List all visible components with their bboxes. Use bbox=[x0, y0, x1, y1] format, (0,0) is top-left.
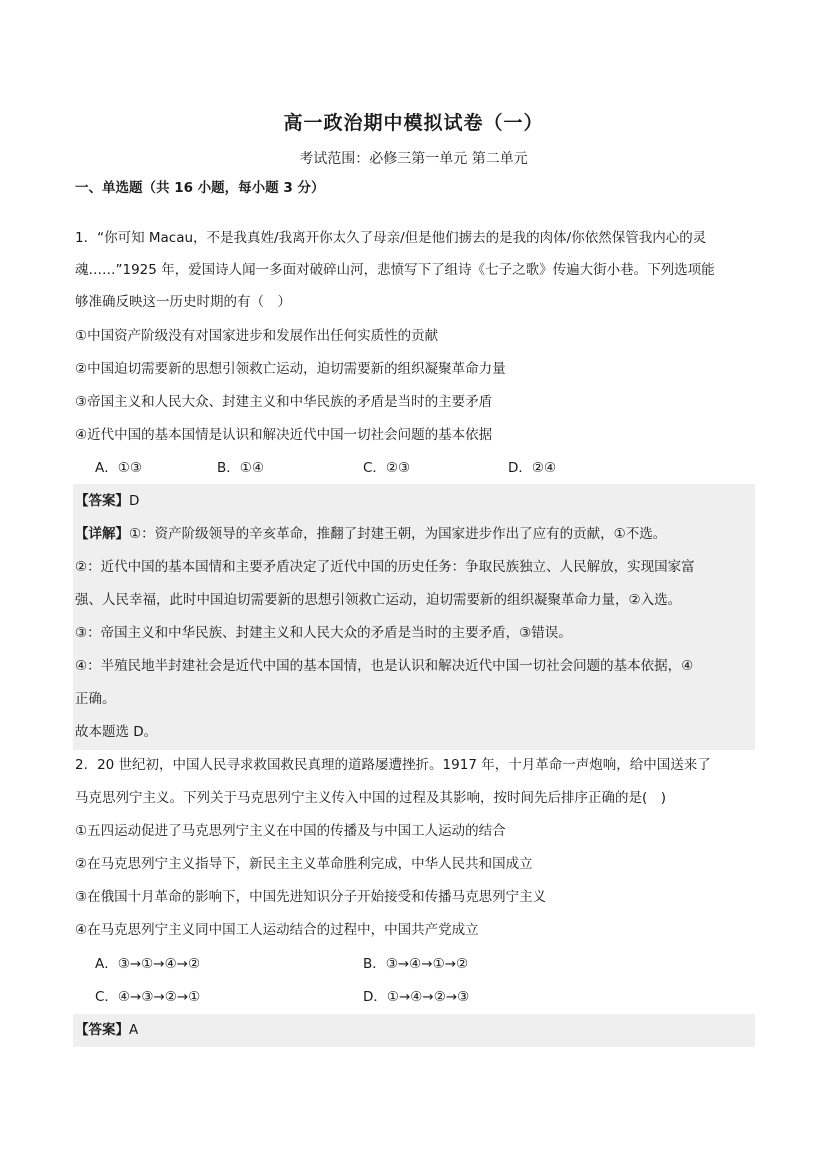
q1-detail-line: ②：近代中国的基本国情和主要矛盾决定了近代中国的历史任务：争取民族独立、人民解放，实现国家富 bbox=[75, 559, 695, 575]
q1-stem-line: 够准确反映这一历史时期的有（ ） bbox=[75, 294, 291, 310]
page-title: 高一政治期中模拟试卷（一） bbox=[283, 112, 544, 134]
q2-item: ④在马克思列宁主义同中国工人运动结合的过程中，中国共产党成立 bbox=[75, 922, 479, 938]
q1-detail-line bbox=[75, 524, 755, 544]
q1-detail-line: ④：半殖民地半封建社会是近代中国的基本国情，也是认识和解决近代中国一切社会问题的基本依据，④ bbox=[75, 658, 694, 674]
q1-item: ④近代中国的基本国情是认识和解决近代中国一切社会问题的基本依据 bbox=[75, 427, 493, 443]
q1-item: ②中国迫切需要新的思想引领救亡运动，迫切需要新的组织凝聚革命力量 bbox=[75, 361, 506, 377]
section-heading: 一、单选题（共 16 小题，每小题 3 分） bbox=[75, 180, 325, 196]
q1-detail-line: ③：帝国主义和中华民族、封建主义和人民大众的矛盾是当时的主要矛盾，③错误。 bbox=[75, 625, 572, 641]
detail-text: ①：资产阶级领导的辛亥革命，推翻了封建王朝，为国家进步作出了应有的贡献，①不选。 bbox=[129, 526, 667, 542]
q1-stem-line: 1．“你可知 Macau，不是我真姓/我离开你太久了母亲/但是他们掳去的是我的肉体/你依然保管我内心的灵 bbox=[75, 230, 707, 246]
q1-option-c: C．②③ bbox=[363, 460, 411, 476]
answer-label: 【答案】 bbox=[75, 493, 129, 509]
detail-label: 【详解】 bbox=[75, 526, 129, 542]
q1-answer bbox=[75, 491, 755, 511]
q1-detail-line: 强、人民幸福，此时中国迫切需要新的思想引领救亡运动，迫切需要新的组织凝聚革命力量，②入选。 bbox=[75, 592, 682, 608]
q1-item: ①中国资产阶级没有对国家进步和发展作出任何实质性的贡献 bbox=[75, 328, 439, 344]
q2-option-c: C．④→③→②→① bbox=[95, 989, 201, 1005]
q2-option-a: A．③→①→④→② bbox=[95, 956, 201, 972]
q1-option-b: B．①④ bbox=[217, 460, 264, 476]
q1-option-a: A．①③ bbox=[95, 460, 142, 476]
q1-item: ③帝国主义和人民大众、封建主义和中华民族的矛盾是当时的主要矛盾 bbox=[75, 394, 493, 410]
q2-option-d: D．①→④→②→③ bbox=[363, 989, 470, 1005]
q1-stem-line: 魂……”1925 年，爱国诗人闻一多面对破碎山河，悲愤写下了组诗《七子之歌》传遍大街小巷。下列选项能 bbox=[75, 262, 715, 278]
q1-detail-line: 正确。 bbox=[75, 691, 116, 707]
q2-stem-line: 2．20 世纪初，中国人民寻求救国救民真理的道路屡遭挫折。1917 年，十月革命一声炮响，给中国送来了 bbox=[75, 757, 711, 773]
exam-scope: 考试范围：必修三第一单元 第二单元 bbox=[299, 151, 528, 167]
q1-option-d: D．②④ bbox=[508, 460, 557, 476]
q2-item: ②在马克思列宁主义指导下，新民主主义革命胜利完成，中华人民共和国成立 bbox=[75, 856, 533, 872]
q2-item: ③在俄国十月革命的影响下，中国先进知识分子开始接受和传播马克思列宁主义 bbox=[75, 889, 547, 905]
q2-item: ①五四运动促进了马克思列宁主义在中国的传播及与中国工人运动的结合 bbox=[75, 823, 506, 839]
answer-value: A bbox=[129, 1022, 139, 1038]
q2-answer bbox=[75, 1020, 755, 1040]
answer-label: 【答案】 bbox=[75, 1022, 129, 1038]
q1-detail-line: 故本题选 D。 bbox=[75, 724, 158, 740]
answer-value: D bbox=[129, 493, 140, 509]
q2-stem-line: 马克思列宁主义。下列关于马克思列宁主义传入中国的过程及其影响，按时间先后排序正确的是( ) bbox=[75, 790, 667, 806]
q2-option-b: B．③→④→①→② bbox=[363, 956, 469, 972]
